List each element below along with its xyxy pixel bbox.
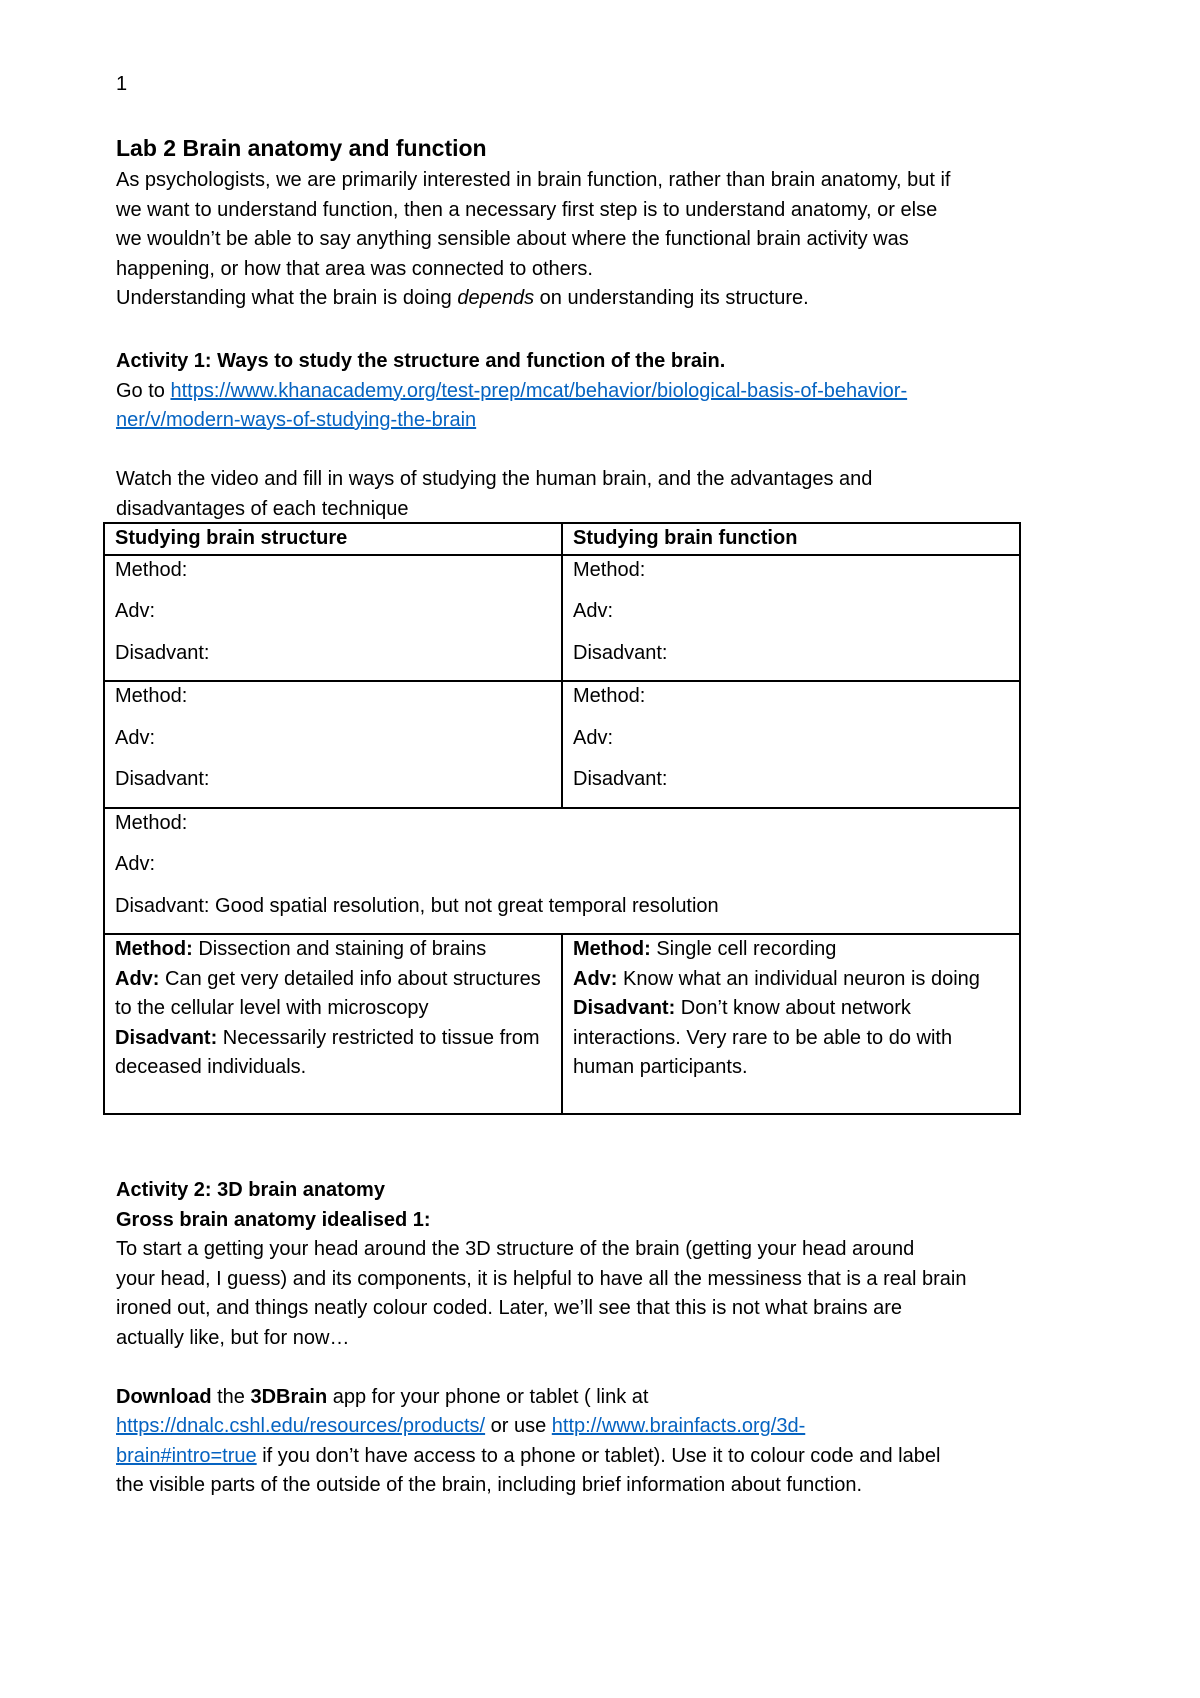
after-link-text: if you don’t have access to a phone or tablet). Use it to colour code and label [256,1444,941,1467]
disadvant-label: Disadvant: [115,768,210,790]
goto-text: Go to [116,379,171,402]
table-row [104,934,1020,1114]
activity2-line: To start a getting your head around the 3D structure of the brain (getting your head around [116,1238,915,1260]
method-line [115,935,551,965]
disadvant-text: Don’t know about network interactions. Very rare to be able to do with human participants. [573,997,953,1078]
khanacademy-link[interactable]: https://www.khanacademy.org/test-prep/mcat/behavior/biological-basis-of-behavior- [170,379,908,402]
activity1-link-cont [116,406,1076,436]
intro-line: we wouldn’t be able to say anything sensible about where the functional brain activity was [116,228,909,250]
adv-label: Adv: [115,853,156,875]
intro-line: happening, or how that area was connected to others. [116,257,593,280]
table-cell [104,934,562,1114]
header-function: Studying brain function [562,523,1020,555]
activity1-heading: Activity 1: Ways to study the structure and function of the brain. [116,350,726,372]
document-title: Lab 2 Brain anatomy and function [116,135,487,161]
disadvant-text: Disadvant: Good spatial resolution, but not great temporal resolution [115,894,719,917]
method-label: Method: [573,938,651,960]
activity2-line: ironed out, and things neatly colour coded. Later, we’ll see that this is not what brains are [116,1297,903,1319]
method-text: Single cell recording [650,938,837,960]
activity1-instruction: disadvantages of each technique [116,497,409,520]
adv-text: Can get very detailed info about structures to the cellular level with microscopy [115,967,541,1019]
method-line [573,935,1009,965]
method-label: Method: [573,558,646,581]
table-cell[interactable] [104,808,1020,935]
intro-emphasis: depends [457,287,535,309]
method-label: Method: [115,558,188,581]
download-line [116,1383,1076,1413]
download-text: the [211,1385,251,1408]
intro-text: on understanding its structure. [534,287,809,309]
disadvant-label: Disadvant: [115,641,210,664]
links-line-cont [116,1442,1076,1472]
activity1-goto [116,377,1076,407]
dnalc-link[interactable]: https://dnalc.cshl.edu/resources/products/ [116,1415,486,1437]
activity2-line: your head, I guess) and its components, it is helpful to have all the messiness that is a real brain [116,1267,967,1290]
disadvant-label: Disadvant: [573,641,668,664]
method-text: Dissection and staining of brains [192,938,487,960]
intro-paragraph [116,166,1076,314]
disadvant-text: Necessarily restricted to tissue from deceased individuals. [115,1026,540,1078]
table-row [104,681,1020,808]
intro-line [116,284,1076,314]
or-use-text: or use [485,1415,552,1437]
spacer [116,1353,1076,1383]
adv-label: Adv: [573,600,614,622]
page-number: 1 [116,73,128,95]
table-header-row [104,523,1020,555]
activity2-line: actually like, but for now… [116,1326,350,1349]
table-cell [562,934,1020,1114]
header-structure: Studying brain structure [104,523,562,555]
adv-label: Adv: [115,726,156,749]
download-bold: Download [116,1385,212,1408]
last-line: the visible parts of the outside of the brain, including brief information about function. [116,1474,863,1496]
adv-line [115,965,551,1024]
disadvant-label: Disadvant: [573,997,676,1019]
activity2-heading: Activity 2: 3D brain anatomy [116,1179,385,1201]
activity2-section [116,1176,1076,1501]
khanacademy-link-cont[interactable]: ner/v/modern-ways-of-studying-the-brain [116,409,477,431]
method-label: Method: [115,685,188,707]
table-cell[interactable] [562,555,1020,682]
adv-label: Adv: [115,967,160,990]
adv-text: Know what an individual neuron is doing [617,967,980,990]
table-row [104,808,1020,935]
intro-text: Understanding what the brain is doing [116,287,458,309]
disadvant-line [573,994,1009,1083]
spacer [116,436,1076,466]
intro-line: we want to understand function, then a necessary first step is to understand anatomy, or else [116,198,938,221]
brainfacts-link-cont[interactable]: brain#intro=true [116,1444,257,1467]
method-label: Method: [115,938,193,960]
adv-line [573,965,1009,995]
activity1-section [116,347,1076,524]
methods-table [103,522,1021,1115]
table-cell[interactable] [562,681,1020,808]
activity1-instruction: Watch the video and fill in ways of studying the human brain, and the advantages and [116,468,873,490]
table-row [104,555,1020,682]
adv-label: Adv: [573,967,618,990]
disadvant-label: Disadvant: [115,1026,218,1049]
table-cell[interactable] [104,555,562,682]
links-line [116,1412,1076,1442]
download-text: app for your phone or tablet ( link at [327,1385,649,1408]
activity2-subheading: Gross brain anatomy idealised 1: [116,1208,431,1231]
brainfacts-link[interactable]: http://www.brainfacts.org/3d- [551,1415,806,1437]
table-cell[interactable] [104,681,562,808]
disadvant-label: Disadvant: [573,768,668,790]
intro-line: As psychologists, we are primarily interested in brain function, rather than brain anatomy, but if [116,169,951,191]
disadvant-line [115,1024,551,1083]
adv-label: Adv: [115,600,156,622]
app-name: 3DBrain [250,1385,328,1408]
method-label: Method: [115,811,188,834]
method-label: Method: [573,685,646,707]
adv-label: Adv: [573,726,614,749]
